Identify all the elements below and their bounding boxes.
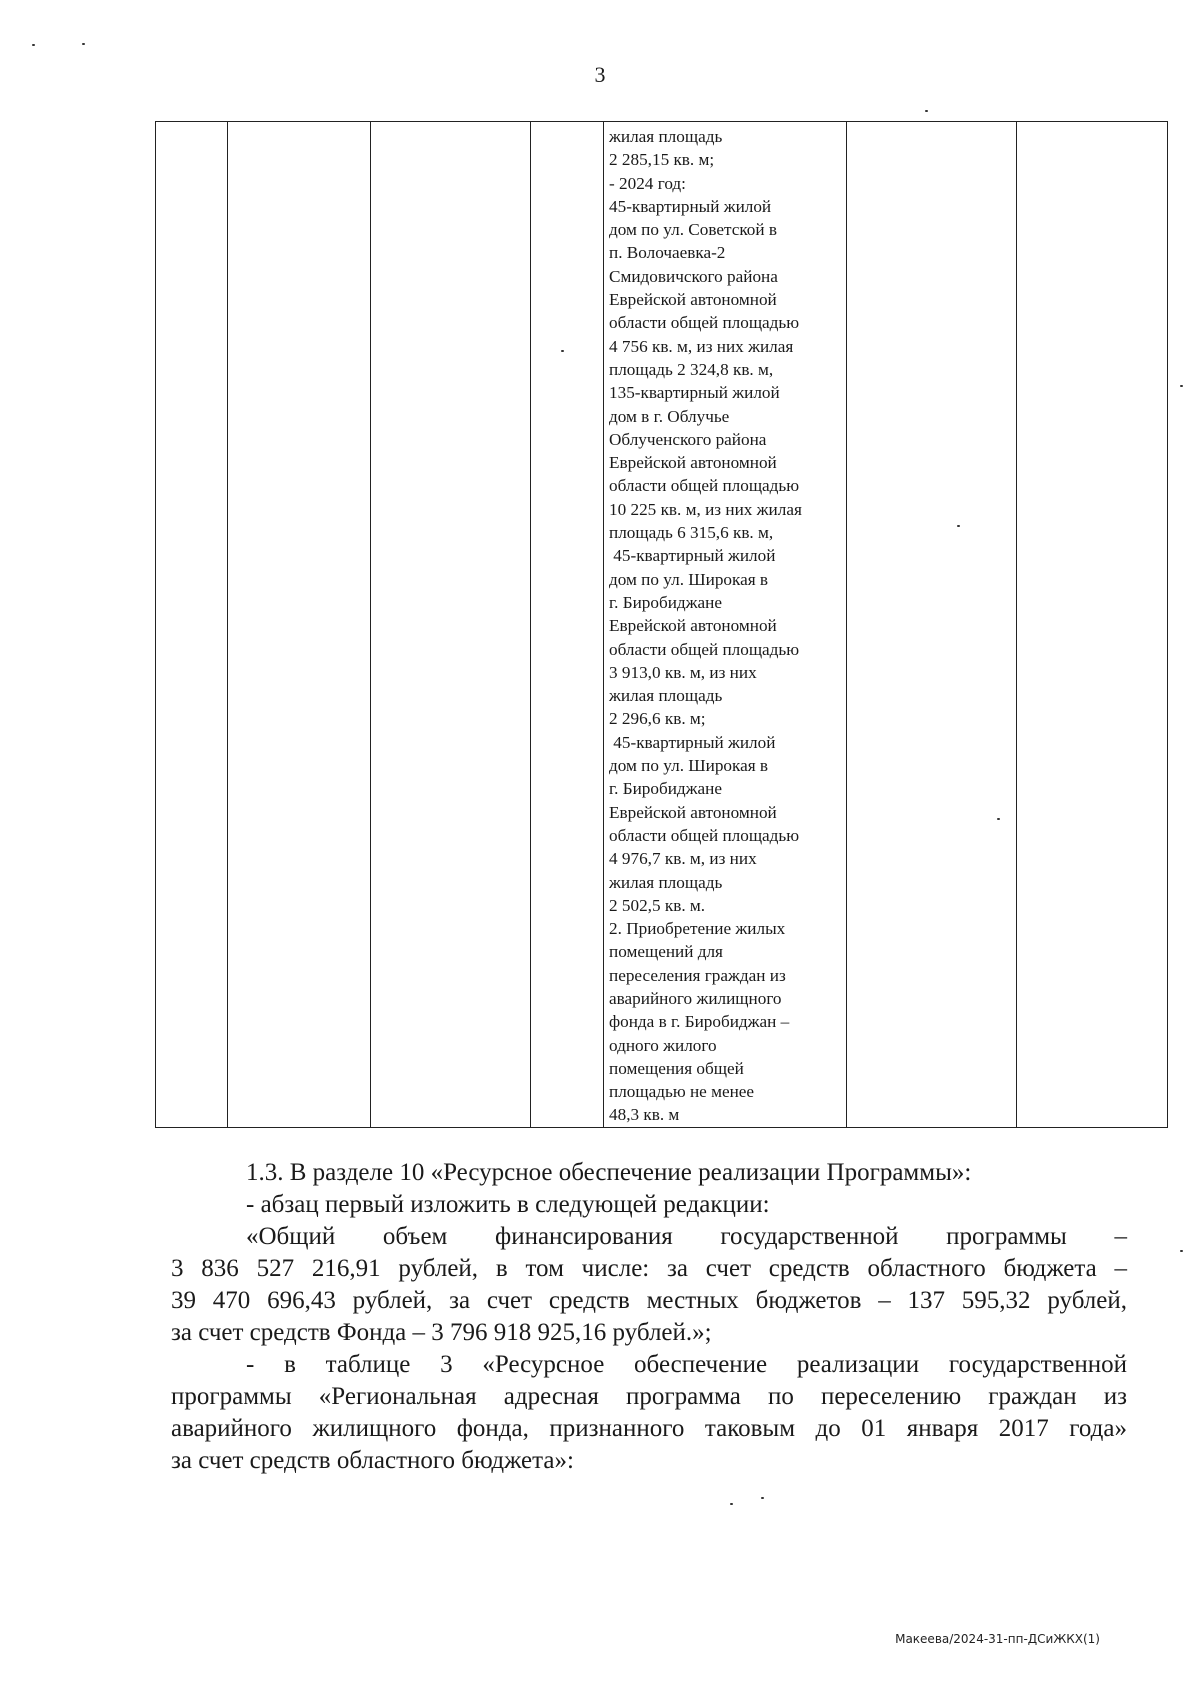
goals-cell-text [604,122,846,1127]
financing-paragraph [171,1221,1127,1349]
goals-cell-line: аварийного жилищного [609,988,782,1008]
page-number: 3 [594,62,606,87]
paragraph-line: за счет средств областного бюджета»: [171,1447,574,1474]
table-cell-3 [371,122,531,1128]
goals-cell-line: п. Волочаевка-2 [609,243,726,263]
goals-cell-line: жилая площадь [609,686,723,706]
goals-cell-line: области общей площадью [609,639,800,659]
goals-cell-line: области общей площадью [609,825,800,845]
paragraph-line: за счет средств Фонда – 3 796 918 925,16 рублей.»; [171,1319,712,1346]
goals-cell-line: помещения общей [609,1058,744,1078]
scan-speck [997,818,1000,820]
goals-cell-line: дом по ул. Советской в [609,220,778,240]
goals-cell-line: площадь 6 315,6 кв. м, [609,523,774,543]
goals-cell-line: 2. Приобретение жилых [609,919,786,939]
goals-cell-line: 2 502,5 кв. м. [609,895,706,915]
table-cell-4 [531,122,604,1128]
goals-cell-line: Еврейской автономной [609,290,777,310]
goals-cell-line: площадь 2 324,8 кв. м, [609,359,774,379]
goals-cell-line: 2 285,15 кв. м; [609,150,715,170]
paragraph-line: - в таблице 3 «Ресурсное обеспечение реализации государственной [246,1351,1127,1378]
scan-speck [957,525,960,527]
goals-cell-line: Смидовичского района [609,266,778,286]
scan-speck [82,43,85,45]
scan-speck [1180,385,1183,387]
table-cell-1 [156,122,228,1128]
goals-cell-line: 45-квартирный жилой [609,732,776,752]
goals-cell-line: фонда в г. Биробиджан – [609,1012,790,1032]
goals-cell-line: 4 756 кв. м, из них жилая [609,336,794,356]
goals-cell-line: 2 296,6 кв. м; [609,709,706,729]
goals-cell-line: переселения граждан из [609,965,786,985]
table-reference-paragraph [171,1349,1127,1477]
paragraph-line: 3 836 527 216,91 рублей, в том числе: за счет средств областного бюджета – [171,1255,1127,1282]
goals-cell-line: дом в г. Облучье [609,406,730,426]
scan-speck [925,110,928,112]
section-heading: 1.3. В разделе 10 «Ресурсное обеспечение реализации Программы»: [246,1159,972,1186]
goals-cell-line: дом по ул. Широкая в [609,756,769,776]
goals-cell-line: Еврейской автономной [609,616,777,636]
goals-cell-line: Еврейской автономной [609,453,777,473]
table-cell-2 [228,122,371,1128]
goals-cell-line: жилая площадь [609,127,723,146]
goals-cell-line: 135-квартирный жилой [609,383,780,403]
goals-cell-line: 10 225 кв. м, из них жилая [609,499,802,519]
table-cell-7 [1017,122,1168,1128]
goals-cell-line: одного жилого [609,1035,717,1055]
goals-cell-line: - 2024 год: [609,173,686,193]
goals-cell-line: области общей площадью [609,476,800,496]
goals-cell-line: области общей площадью [609,313,800,333]
scan-speck [561,350,564,352]
table-row [156,122,1168,1128]
paragraph-line: 39 470 696,43 рублей, за счет средств местных бюджетов – 137 595,32 рублей, [171,1287,1127,1314]
paragraph-line: «Общий объем финансирования государственной программы – [246,1223,1127,1250]
goals-cell-line: г. Биробиджане [609,592,722,612]
goals-cell-line: 45-квартирный жилой [609,546,776,566]
paragraph-line: программы «Региональная адресная программа по переселению граждан из [171,1383,1127,1410]
paragraph-instruction: - абзац первый изложить в следующей редакции: [246,1191,770,1218]
scan-speck [730,1503,733,1505]
goals-cell-line: площадью не менее [609,1082,755,1102]
goals-cell-line: г. Биробиджане [609,779,722,799]
document-footer: Макеева/2024-31-пп-ДСиЖКХ(1) [895,1632,1100,1646]
goals-cell-line: дом по ул. Широкая в [609,569,769,589]
paragraph-line: аварийного жилищного фонда, признанного таковым до 01 января 2017 года» [171,1415,1127,1442]
goals-cell-line: 45-квартирный жилой [609,196,772,216]
goals-cell-line: 48,3 кв. м [609,1105,680,1125]
goals-cell-line: жилая площадь [609,872,723,892]
program-table [155,121,1168,1128]
goals-cell-line: помещений для [609,942,723,962]
amendment-text [171,1157,1127,1477]
goals-cell-line: Еврейской автономной [609,802,777,822]
scan-speck [761,1497,764,1499]
scan-speck [1180,1250,1183,1252]
scan-speck [32,44,35,46]
goals-cell-line: Облученского района [609,429,767,449]
table-cell-6 [847,122,1017,1128]
goals-cell-line: 3 913,0 кв. м, из них [609,662,757,682]
goals-cell-line: 4 976,7 кв. м, из них [609,849,757,869]
table-cell-goals [604,122,847,1128]
